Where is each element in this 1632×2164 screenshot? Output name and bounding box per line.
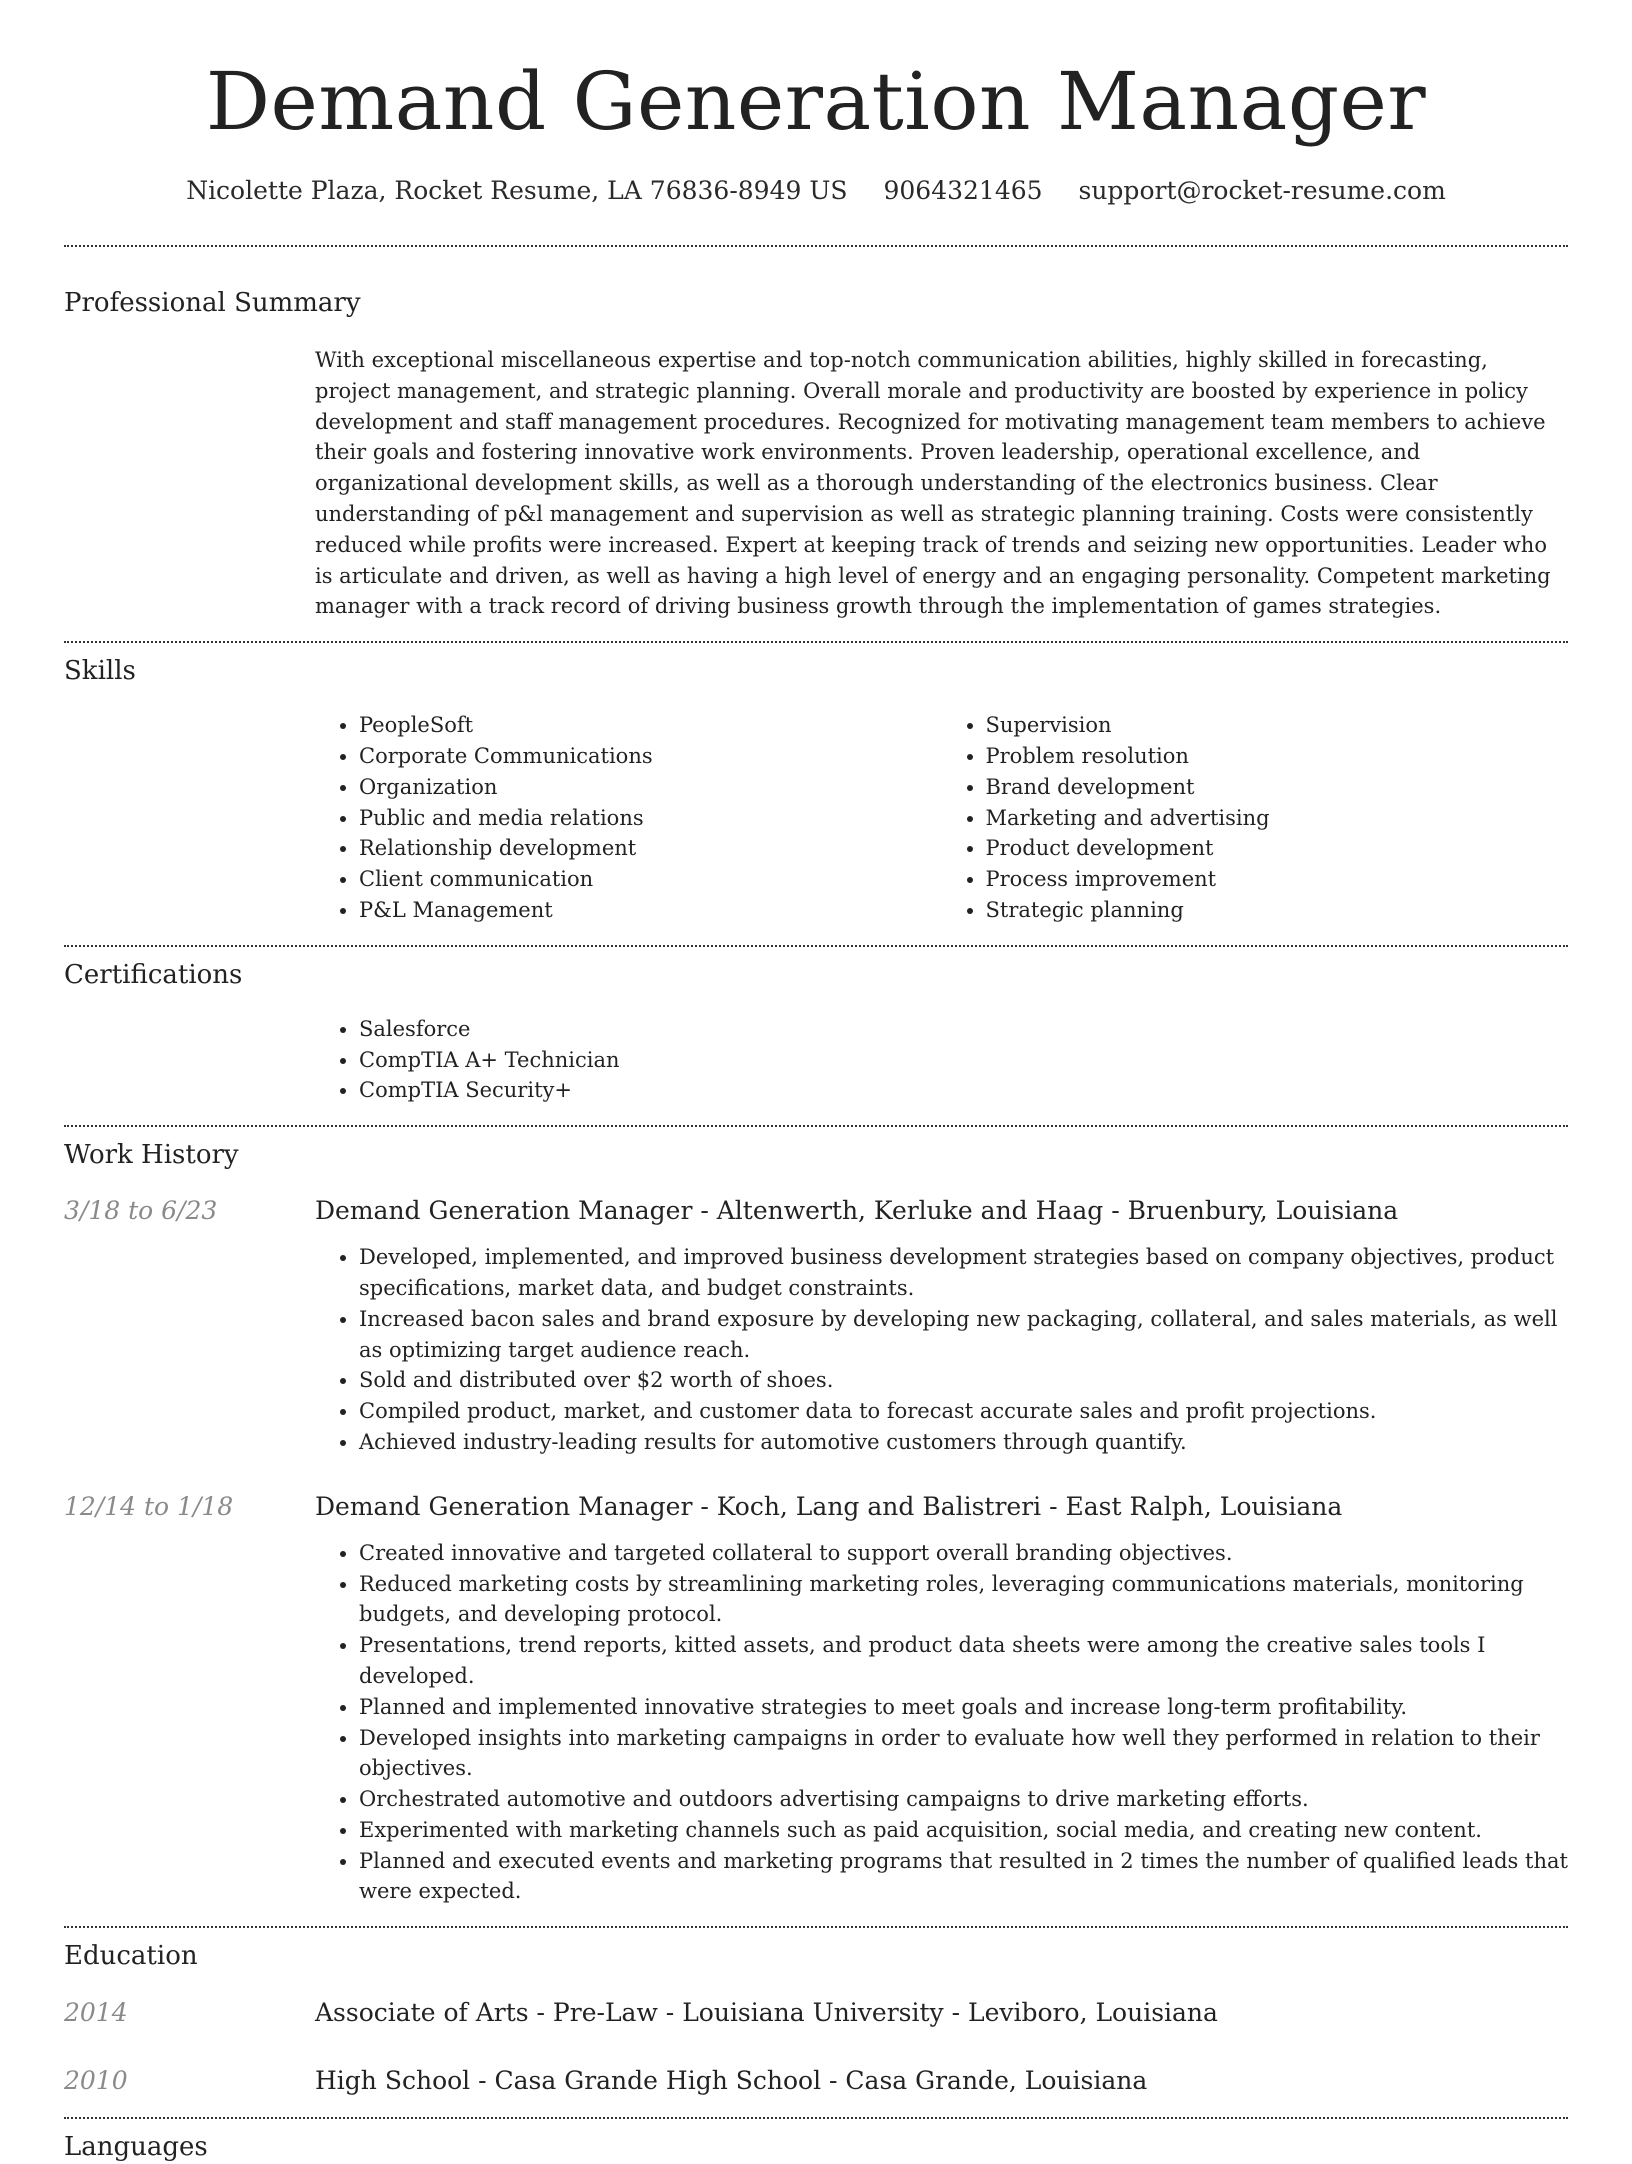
certification-item: • Salesforce — [359, 1014, 1568, 1045]
work-bullet: • Compiled product, market, and customer data to forecast accurate sales and profit projections. — [359, 1396, 1568, 1427]
education-year: 2014 — [64, 1998, 128, 2028]
work-details — [315, 1490, 1568, 1908]
work-bullet: • Orchestrated automotive and outdoors advertising campaigns to drive marketing efforts. — [359, 1784, 1568, 1815]
certifications-section — [315, 1014, 1568, 1106]
section-title-education: Education — [64, 1941, 198, 1972]
skill-item: • Marketing and advertising — [986, 803, 1569, 834]
summary-section — [315, 345, 1568, 622]
work-bullet: • Increased bacon sales and brand exposure by developing new packaging, collateral, and sales materials, as well as optimizing target audience reach. — [359, 1304, 1568, 1366]
section-title-skills: Skills — [64, 656, 136, 687]
skill-item: • Client communication — [359, 864, 942, 895]
skill-item: • Relationship development — [359, 833, 942, 864]
education-title: High School - Casa Grande High School - Casa Grande, Louisiana — [315, 2066, 1148, 2096]
work-details — [315, 1194, 1568, 1458]
section-divider — [64, 245, 1568, 247]
work-dates: 12/14 to 1/18 — [64, 1491, 234, 1521]
certification-item: • CompTIA Security+ — [359, 1075, 1568, 1106]
work-bullet: • Planned and implemented innovative strategies to meet goals and increase long-term profitability. — [359, 1692, 1568, 1723]
work-bullets — [315, 1538, 1568, 1908]
education-entry — [64, 2064, 1568, 2098]
skill-item: • Process improvement — [986, 864, 1569, 895]
section-divider — [64, 1125, 1568, 1127]
work-bullet: • Experimented with marketing channels such as paid acquisition, social media, and creating new content. — [359, 1815, 1568, 1846]
contact-phone: 9064321465 — [883, 176, 1043, 205]
section-title-summary: Professional Summary — [64, 288, 361, 318]
work-bullet: • Developed, implemented, and improved business development strategies based on company objectives, product specifications, market data, and budget constraints. — [359, 1242, 1568, 1304]
certifications-list — [315, 1014, 1568, 1106]
section-divider — [64, 2117, 1568, 2119]
skill-item: • Public and media relations — [359, 803, 942, 834]
work-bullet: • Developed insights into marketing campaigns in order to evaluate how well they performed in relation to their objectives. — [359, 1723, 1568, 1785]
work-bullet: • Created innovative and targeted collateral to support overall branding objectives. — [359, 1538, 1568, 1569]
skills-list-right — [942, 710, 1569, 926]
work-bullet: • Planned and executed events and marketing programs that resulted in 2 times the number of qualified leads that were expected. — [359, 1846, 1568, 1908]
skill-item: • Brand development — [986, 772, 1569, 803]
education-details — [315, 1996, 1568, 2030]
education-year: 2010 — [64, 2066, 128, 2096]
skill-item: • Supervision — [986, 710, 1569, 741]
work-bullet: • Achieved industry-leading results for automotive customers through quantify. — [359, 1427, 1568, 1458]
skill-item: • Strategic planning — [986, 895, 1569, 926]
resume-page — [64, 0, 1568, 2164]
skill-item: • PeopleSoft — [359, 710, 942, 741]
section-divider — [64, 641, 1568, 643]
work-title: Demand Generation Manager - Altenwerth, Kerluke and Haag - Bruenbury, Louisiana — [315, 1196, 1399, 1226]
section-divider — [64, 945, 1568, 947]
education-title: Associate of Arts - Pre-Law - Louisiana University - Leviboro, Louisiana — [315, 1998, 1218, 2028]
work-bullet: • Reduced marketing costs by streamlining marketing roles, leveraging communications materials, monitoring budgets, and developing protocol. — [359, 1569, 1568, 1631]
skill-item: • Problem resolution — [986, 741, 1569, 772]
education-entry — [64, 1996, 1568, 2030]
skills-section — [315, 710, 1568, 926]
contact-email[interactable]: support@rocket-resume.com — [1078, 176, 1446, 205]
certification-item: • CompTIA A+ Technician — [359, 1045, 1568, 1076]
skill-item: • Product development — [986, 833, 1569, 864]
work-entry — [64, 1490, 1568, 1908]
work-bullet: • Presentations, trend reports, kitted assets, and product data sheets were among the creative sales tools I developed. — [359, 1630, 1568, 1692]
section-title-work-history: Work History — [64, 1140, 239, 1171]
work-title: Demand Generation Manager - Koch, Lang and Balistreri - East Ralph, Louisiana — [315, 1491, 1343, 1521]
section-title-certifications: Certifications — [64, 959, 243, 990]
contact-address: Nicolette Plaza, Rocket Resume, LA 76836-8949 US — [186, 176, 848, 205]
work-bullet: • Sold and distributed over $2 worth of shoes. — [359, 1365, 1568, 1396]
work-bullets — [315, 1242, 1568, 1458]
education-details — [315, 2064, 1568, 2098]
work-dates: 3/18 to 6/23 — [64, 1196, 218, 1226]
skill-item: • P&L Management — [359, 895, 942, 926]
section-title-languages: Languages — [64, 2132, 208, 2163]
candidate-title: Demand Generation Manager — [205, 55, 1427, 148]
work-entry — [64, 1194, 1568, 1458]
skill-item: • Corporate Communications — [359, 741, 942, 772]
skills-list-left — [315, 710, 942, 926]
contact-line — [64, 174, 1568, 208]
skill-item: • Organization — [359, 772, 942, 803]
summary-text: With exceptional miscellaneous expertise and top-notch communication abilities, highly skilled in forecasting, project management, and strategic planning. Overall morale and productivity are boosted by experience in policy development and staff management procedures. Recognized for motivating management team members to achieve their goals and fostering innovative work environments. Proven leadership, operational excellence, and organizational development skills, as well as a thorough understanding of the electronics business. Clear understanding of p&l management and supervision as well as strategic planning training. Costs were consistently reduced while profits were increased. Expert at keeping track of trends and seizing new opportunities. Leader who is articulate and driven, as well as having a high level of energy and an engaging personality. Competent marketing manager with a track record of driving business growth through the implementation of games strategies. — [315, 348, 1551, 619]
section-divider — [64, 1926, 1568, 1928]
